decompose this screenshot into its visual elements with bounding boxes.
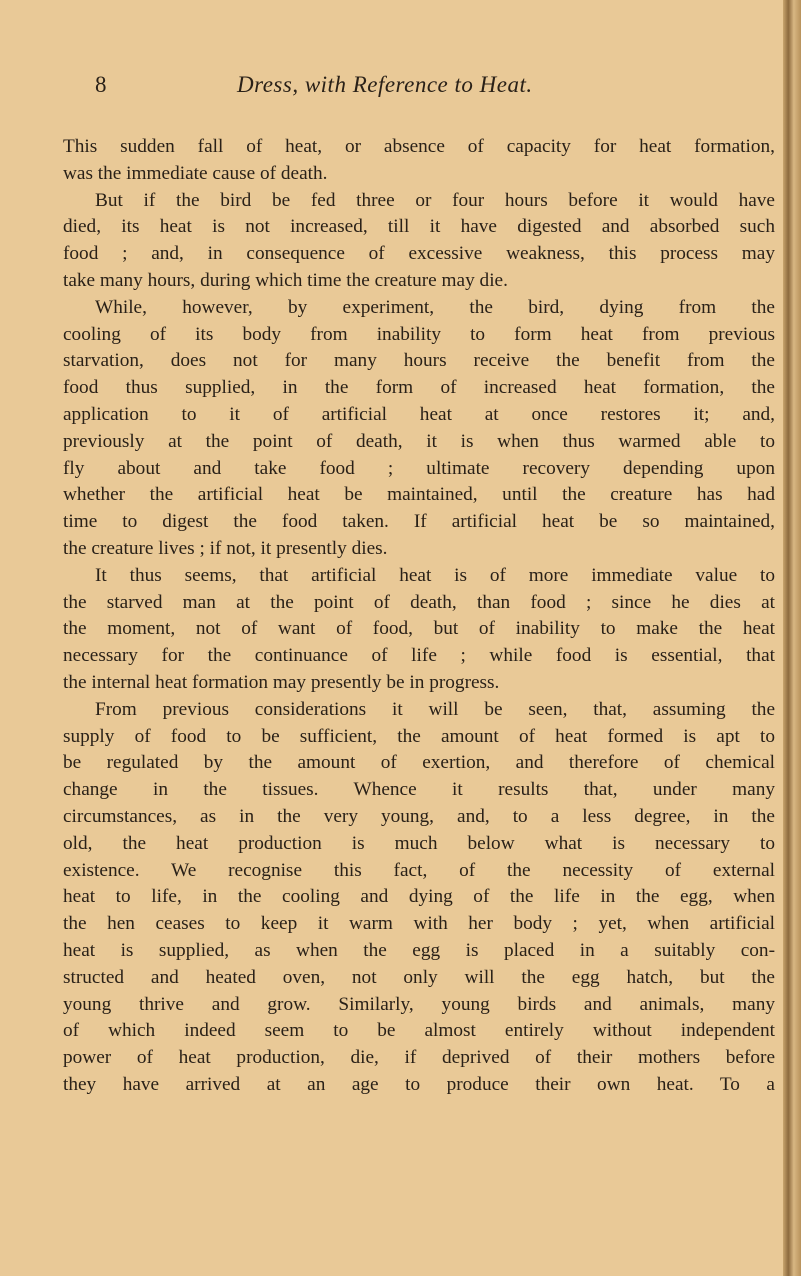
- body-text: [63, 134, 775, 1099]
- text-line: But if the bird be fed three or four hours before it would have: [95, 189, 775, 211]
- text-line: previously at the point of death, it is when thus warmed able to: [63, 430, 775, 452]
- text-line: the hen ceases to keep it warm with her body ; yet, when artificial: [63, 913, 775, 935]
- text-line: was the immediate cause of death.: [63, 162, 328, 184]
- text-line: application to it of artificial heat at once restores it; and,: [63, 403, 775, 425]
- text-line: cooling of its body from inability to form heat from previous: [63, 323, 775, 345]
- text-line: food thus supplied, in the form of increased heat formation, the: [63, 377, 775, 399]
- text-line: starvation, does not for many hours receive the benefit from the: [63, 350, 775, 372]
- running-header: [95, 72, 615, 102]
- text-line: supply of food to be sufficient, the amount of heat formed is apt to: [63, 725, 775, 747]
- text-line: they have arrived at an age to produce their own heat. To a: [63, 1073, 775, 1095]
- text-line: While, however, by experiment, the bird, dying from the: [95, 296, 775, 318]
- book-binding-edge: [783, 0, 801, 1276]
- text-line: died, its heat is not increased, till it have digested and absorbed such: [63, 216, 775, 238]
- text-line: whether the artificial heat be maintained, until the creature has had: [63, 484, 775, 506]
- text-line: It thus seems, that artificial heat is of more immediate value to: [95, 564, 775, 586]
- text-line: power of heat production, die, if deprived of their mothers before: [63, 1047, 775, 1069]
- text-line: take many hours, during which time the creature may die.: [63, 269, 508, 291]
- text-line: be regulated by the amount of exertion, and therefore of chemical: [63, 752, 775, 774]
- text-line: existence. We recognise this fact, of the necessity of external: [63, 859, 775, 881]
- text-line: circumstances, as in the very young, and, to a less degree, in the: [63, 805, 775, 827]
- text-line: the creature lives ; if not, it presently dies.: [63, 537, 388, 559]
- text-line: necessary for the continuance of life ; while food is essential, that: [63, 645, 775, 667]
- text-line: the internal heat formation may presently be in progress.: [63, 671, 500, 693]
- text-line: the moment, not of want of food, but of inability to make the heat: [63, 618, 775, 640]
- text-line: change in the tissues. Whence it results that, under many: [63, 779, 775, 801]
- text-line: heat is supplied, as when the egg is placed in a suitably con-: [63, 939, 775, 961]
- text-line: of which indeed seem to be almost entirely without independent: [63, 1020, 775, 1042]
- text-line: old, the heat production is much below what is necessary to: [63, 832, 775, 854]
- running-title: Dress, with Reference to Heat.: [237, 72, 533, 97]
- text-line: structed and heated oven, not only will the egg hatch, but the: [63, 966, 775, 988]
- text-line: This sudden fall of heat, or absence of capacity for heat formation,: [63, 136, 775, 157]
- text-line: young thrive and grow. Similarly, young birds and animals, many: [63, 993, 775, 1015]
- text-line: fly about and take food ; ultimate recovery depending upon: [63, 457, 775, 479]
- page-number: 8: [95, 72, 107, 97]
- text-line: time to digest the food taken. If artificial heat be so maintained,: [63, 511, 775, 533]
- text-line: the starved man at the point of death, than food ; since he dies at: [63, 591, 775, 613]
- text-line: heat to life, in the cooling and dying of the life in the egg, when: [63, 886, 775, 908]
- text-line: From previous considerations it will be seen, that, assuming the: [95, 698, 775, 720]
- text-line: food ; and, in consequence of excessive weakness, this process may: [63, 243, 775, 265]
